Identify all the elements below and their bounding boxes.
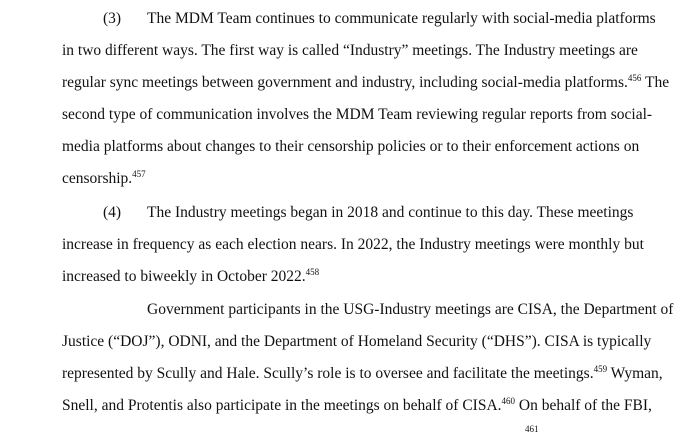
- paragraph-number: (3): [103, 10, 122, 27]
- footnote-marker: 459: [593, 364, 608, 374]
- paragraph-4-line-3: increased to biweekly in October 2022.$^{458}$: [62, 267, 320, 285]
- paragraph-4-line-1: (4) The Industry meetings began in 2018 and continue to this day. These meetings: [62, 202, 607, 224]
- footnote-marker: 456: [627, 73, 642, 83]
- paragraph-4-line-2: increase in frequency as each election nears. In 2022, the Industry meetings were monthly but: [62, 236, 644, 253]
- paragraph-3-line-2: in two different ways. The first way is called “Industry” meetings. The Industry meetings are: [62, 42, 638, 59]
- footnote-marker: 460: [501, 396, 516, 406]
- paragraph-number: (4): [103, 204, 122, 221]
- partial-footnote-marker: 461: [525, 424, 539, 432]
- paragraph-3-line-1: (3) The MDM Team continues to communicate regularly with social-media platforms: [62, 8, 607, 30]
- footnote-marker: 458: [305, 267, 320, 277]
- footnote-marker: 457: [132, 169, 146, 179]
- paragraph-3-line-6: censorship.$^{457}$: [62, 169, 146, 187]
- paragraph-5-line-3: represented by Scully and Hale. Scully’s role is to oversee and facilitate the meetings.$^{459}$ Wyman,: [62, 364, 663, 382]
- paragraph-5-line-1: Government participants in the USG-Industry meetings are CISA, the Department of: [147, 301, 674, 318]
- paragraph-5-line-4: Snell, and Protentis also participate in the meetings on behalf of CISA.$^{460}$ On behalf of the FBI,: [62, 396, 652, 414]
- paragraph-5-line-2: Justice (“DOJ”), ODNI, and the Department of Homeland Security (“DHS”). CISA is typically: [62, 333, 652, 350]
- paragraph-3-line-5: media platforms about changes to their censorship policies or to their enforcement actions on: [62, 138, 640, 155]
- paragraph-3-line-4: second type of communication involves the MDM Team reviewing regular reports from social-: [62, 106, 653, 123]
- paragraph-3-line-3: regular sync meetings between government and industry, including social-media platforms.$^{456}$ The: [62, 73, 670, 91]
